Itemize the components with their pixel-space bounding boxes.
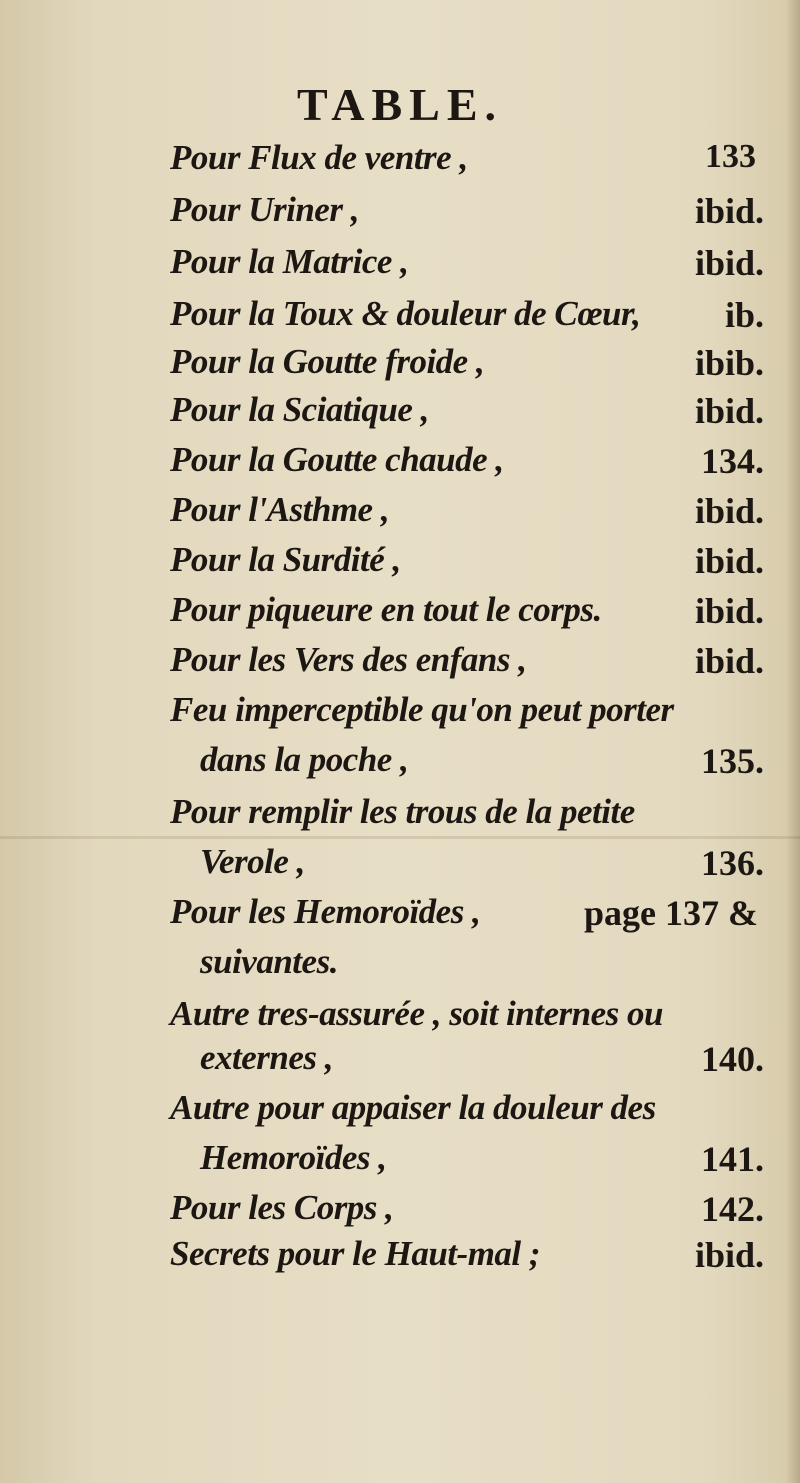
entry-ref: 142. xyxy=(701,1189,764,1229)
table-row xyxy=(0,590,800,640)
entry-ref: page 137 & xyxy=(584,893,758,933)
entry-label: Verole , xyxy=(200,842,305,881)
page-title: TABLE. xyxy=(296,79,504,130)
entry-ref: ib. xyxy=(724,295,764,335)
table-row xyxy=(0,1188,800,1238)
table-row xyxy=(0,294,800,344)
table-row xyxy=(0,640,800,690)
entry-ref: 136. xyxy=(701,843,764,883)
entry-label: Pour piqueure en tout le corps. xyxy=(170,590,602,629)
table-row xyxy=(0,1138,800,1188)
entry-ref: ibid. xyxy=(694,1235,764,1275)
table-row xyxy=(0,138,800,188)
table-row xyxy=(0,490,800,540)
table-row xyxy=(0,994,800,1044)
entry-ref: 141. xyxy=(701,1139,764,1179)
entry-label: Pour la Sciatique , xyxy=(170,390,429,429)
entry-label: Pour les Corps , xyxy=(170,1188,394,1227)
table-row xyxy=(0,792,800,842)
table-row xyxy=(0,242,800,292)
entry-label: Pour l'Asthme , xyxy=(170,490,390,529)
table-row xyxy=(0,1234,800,1284)
entry-ref: 135. xyxy=(701,741,764,781)
entry-label: Pour la Goutte froide , xyxy=(170,342,485,381)
entry-label: Pour la Matrice , xyxy=(170,242,409,281)
table-row xyxy=(0,342,800,392)
table-row xyxy=(0,390,800,440)
entry-ref: ibid. xyxy=(694,191,764,231)
page-number: 133 xyxy=(705,138,756,175)
entry-label: Pour les Hemoroïdes , xyxy=(170,892,481,931)
entry-label: Pour la Toux & douleur de Cœur, xyxy=(170,294,641,333)
entry-ref: ibid. xyxy=(694,591,764,631)
entry-label: Hemoroïdes , xyxy=(200,1138,387,1177)
entry-ref: ibib. xyxy=(694,343,764,383)
table-row xyxy=(0,842,800,892)
entry-ref: ibid. xyxy=(694,491,764,531)
entry-label: Autre pour appaiser la douleur des xyxy=(170,1088,656,1127)
entry-ref: ibid. xyxy=(694,243,764,283)
table-row xyxy=(0,690,800,740)
entry-ref: 134. xyxy=(701,441,764,481)
entry-label: Pour Uriner , xyxy=(170,190,359,229)
entry-label: dans la poche , xyxy=(200,740,409,779)
table-row xyxy=(0,1088,800,1138)
entry-label: Pour la Surdité , xyxy=(170,540,401,579)
entry-label: externes , xyxy=(200,1038,334,1077)
entry-label: suivantes. xyxy=(200,942,338,981)
entry-label: Pour remplir les trous de la petite xyxy=(170,792,635,831)
table-row xyxy=(0,440,800,490)
table-row xyxy=(0,540,800,590)
entry-ref: ibid. xyxy=(694,541,764,581)
entry-ref: ibid. xyxy=(694,641,764,681)
entry-label: Pour la Goutte chaude , xyxy=(170,440,504,479)
entry-label: Autre tres-assurée , soit internes ou xyxy=(170,994,663,1033)
table-row xyxy=(0,892,800,942)
table-row xyxy=(0,1038,800,1088)
entry-ref: 140. xyxy=(701,1039,764,1079)
table-row xyxy=(0,740,800,790)
entry-label: Feu imperceptible qu'on peut porter xyxy=(170,690,674,729)
entry-ref: ibid. xyxy=(694,391,764,431)
table-row xyxy=(0,942,800,992)
entry-label: Secrets pour le Haut-mal ; xyxy=(170,1234,541,1273)
entry-label: Pour les Vers des enfans , xyxy=(170,640,527,679)
entry-label: Pour Flux de ventre , xyxy=(170,138,468,177)
table-row xyxy=(0,190,800,240)
